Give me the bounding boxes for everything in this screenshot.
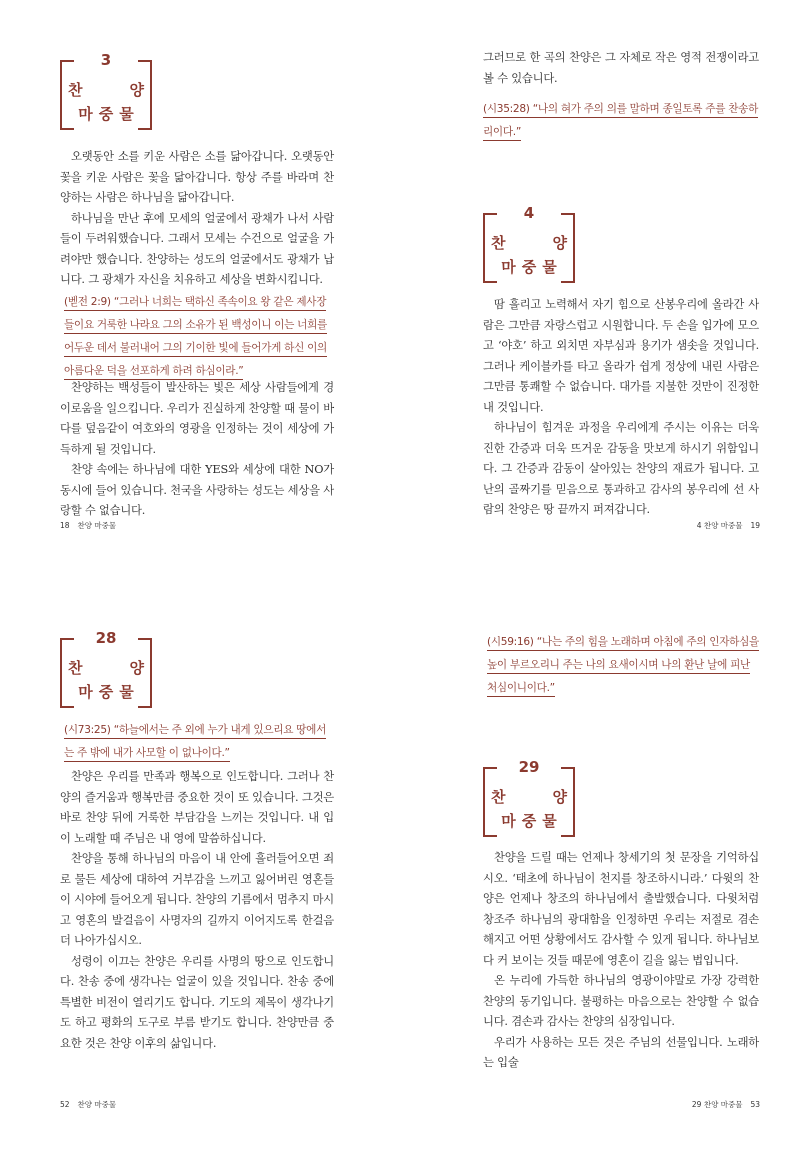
paragraph: 찬양 속에는 하나님에 대한 YES와 세상에 대한 NO가 동시에 들어 있습니다. 천국을 사랑하는 성도는 세상을 사랑할 수 없습니다. (60, 463, 334, 517)
paragraph: 찬양을 드릴 때는 언제나 창세기의 첫 문장을 기억하십시오. ‘태초에 하나님이 천지를 창조하시니라.’ 다윗의 찬양은 언제나 창조의 하나님에서 출발했습니다. 다윗처럼 창조주 하나님의 광대함을 인정하면 우리는 저절로 겸손해지고 어떤 상황에서도 감사할 수 있게 됩니다. 하나님보다 커 보이는 것들 때문에 영혼이 길을 잃는 법입니다. (483, 851, 759, 967)
paragraph: 그러므로 한 곡의 찬양은 그 자체로 작은 영적 전쟁이라고 볼 수 있습니다. (483, 51, 759, 85)
page-19 (405, 0, 810, 578)
body-text-block (483, 295, 759, 521)
page-number: 52 (60, 1100, 70, 1109)
page-number: 53 (750, 1100, 760, 1109)
paragraph: 하나님을 만난 후에 모세의 얼굴에서 광채가 나서 사람들이 두려워했습니다. 그래서 모세는 수건으로 얼굴을 가려야만 했습니다. 찬양하는 성도의 얼굴에서도 광채가 납니다. 그 광채가 자신을 치유하고 세상을 변화시킵니다. (60, 211, 334, 286)
page-footer (60, 520, 116, 531)
page-footer (60, 1099, 116, 1110)
page-53 (405, 579, 810, 1157)
body-text-block (60, 378, 334, 522)
paragraph: 오랫동안 소를 키운 사람은 소를 닮아갑니다. 오랫동안 꽃을 키운 사람은 꽃을 닮아갑니다. 항상 주를 바라며 찬양하는 사람은 하나님을 닮아갑니다. (60, 150, 334, 204)
scripture-quote: (시73:25) “하늘에서는 주 외에 누가 내게 있으리요 땅에서는 주 밖에 내가 사모할 이 없나이다.” (64, 719, 332, 765)
section-title-row2: 마중물 (78, 105, 140, 123)
paragraph: 우리가 사용하는 모든 것은 주님의 선물입니다. 노래하는 입술 (483, 1035, 759, 1069)
spread-pages-52-53 (0, 579, 810, 1157)
page-18 (0, 0, 405, 578)
running-title: 4 찬양 마중물 (696, 521, 743, 530)
paragraph: 성령이 이끄는 찬양은 우리를 사명의 땅으로 인도합니다. 찬송 중에 생각나는 얼굴이 있을 것입니다. 찬송 중에 특별한 비전이 열리기도 합니다. 기도의 제목이 생각나기도 하고 평화의 도구로 부름 받기도 합니다. 찬양만큼 중요한 것은 찬양 이후의 삶입니다. (60, 954, 334, 1050)
body-text-block (483, 48, 759, 89)
paragraph: 땀 흘리고 노력해서 자기 힘으로 산봉우리에 올라간 사람은 그만큼 자랑스럽고 시원합니다. 두 손을 입가에 모으고 ‘야호’ 하고 외치면 자부심과 용기가 샘솟을 것입니다. 그러나 케이블카를 타고 올라가 쉽게 정상에 내린 사람은 그만큼 통쾌할 수 없습니다. 대가를 지불한 것만이 진정한 내 것입니다. (483, 298, 759, 414)
section-number: 3 (100, 51, 112, 69)
running-title: 찬양 마중물 (77, 1100, 117, 1109)
section-title-box: 29 찬 양 마중물 (483, 767, 575, 837)
paragraph: 하나님이 힘겨운 과정을 우리에게 주시는 이유는 더욱 진한 간증과 더욱 뜨거운 감동을 맛보게 하시기 위함입니다. 그 간증과 감동이 살아있는 찬양의 재료가 됩니다. 고난의 골짜기를 믿음으로 통과하고 감사의 봉우리에 선 사람의 찬양은 땅 끝까지 퍼져갑니다. (483, 421, 759, 516)
section-number: 29 (518, 758, 540, 776)
section-title-box: 4 찬 양 마중물 (483, 213, 575, 283)
page-footer (692, 1099, 760, 1110)
paragraph: 찬양은 우리를 만족과 행복으로 인도합니다. 그러나 찬양의 즐거움과 행복만큼 중요한 것이 또 있습니다. 그것은 바로 찬양 뒤에 거룩한 부담감을 느끼는 것입니다. 내 입이 노래할 때 주님은 내 영에 말씀하십니다. (60, 770, 334, 845)
paragraph: 찬양하는 백성들이 발산하는 빛은 세상 사람들에게 경이로움을 일으킵니다. 우리가 진실하게 찬양할 때 물이 바다를 덮음같이 여호와의 영광을 인정하는 것이 세상에 가득하게 될 것입니다. (60, 381, 334, 456)
paragraph: 온 누리에 가득한 하나님의 영광이야말로 가장 강력한 찬양의 동기입니다. 불평하는 마음으로는 찬양할 수 없습니다. 겸손과 감사는 찬양의 심장입니다. (483, 974, 759, 1028)
section-title-row2: 마중물 (501, 258, 563, 276)
section-number: 4 (523, 204, 535, 222)
running-title: 찬양 마중물 (77, 521, 117, 530)
body-text-block (60, 147, 334, 291)
section-title-row2: 마중물 (78, 683, 140, 701)
spread-pages-18-19 (0, 0, 810, 578)
scripture-quote: (시35:28) “나의 혀가 주의 의를 말하며 종일토록 주를 찬송하리이다.” (483, 98, 759, 144)
paragraph: 찬양을 통해 하나님의 마음이 내 안에 흘러들어오면 죄로 물든 세상에 대하여 거부감을 느끼고 잃어버린 영혼들이 시야에 들어오게 됩니다. 찬양의 기름에서 멈추지 마시고 영혼의 발걸음이 사명자의 길까지 이어지도록 한걸음 더 나아가십시오. (60, 852, 334, 947)
page-number: 18 (60, 521, 70, 530)
scripture-quote: (시59:16) “나는 주의 힘을 노래하며 아침에 주의 인자하심을 높이 부르오리니 주는 나의 요새이시며 나의 환난 날에 피난처심이니이다.” (487, 631, 759, 700)
section-title-box: 28 찬 양 마중물 (60, 638, 152, 708)
running-title: 29 찬양 마중물 (691, 1100, 743, 1109)
page-52 (0, 579, 405, 1157)
section-number: 28 (95, 629, 117, 647)
scripture-quote: (벧전 2:9) “그러나 너희는 택하신 족속이요 왕 같은 제사장들이요 거룩한 나라요 그의 소유가 된 백성이니 이는 너희를 어두운 데서 불러내어 그의 기이한 빛에 들어가게 하신 이의 아름다운 덕을 선포하게 하려 하심이라.” (64, 291, 332, 383)
body-text-block (60, 767, 334, 1054)
page-number: 19 (750, 521, 760, 530)
section-title-box: 3 찬 양 마중물 (60, 60, 152, 130)
page-footer (697, 520, 760, 531)
section-title-row2: 마중물 (501, 812, 563, 830)
body-text-block (483, 848, 759, 1074)
